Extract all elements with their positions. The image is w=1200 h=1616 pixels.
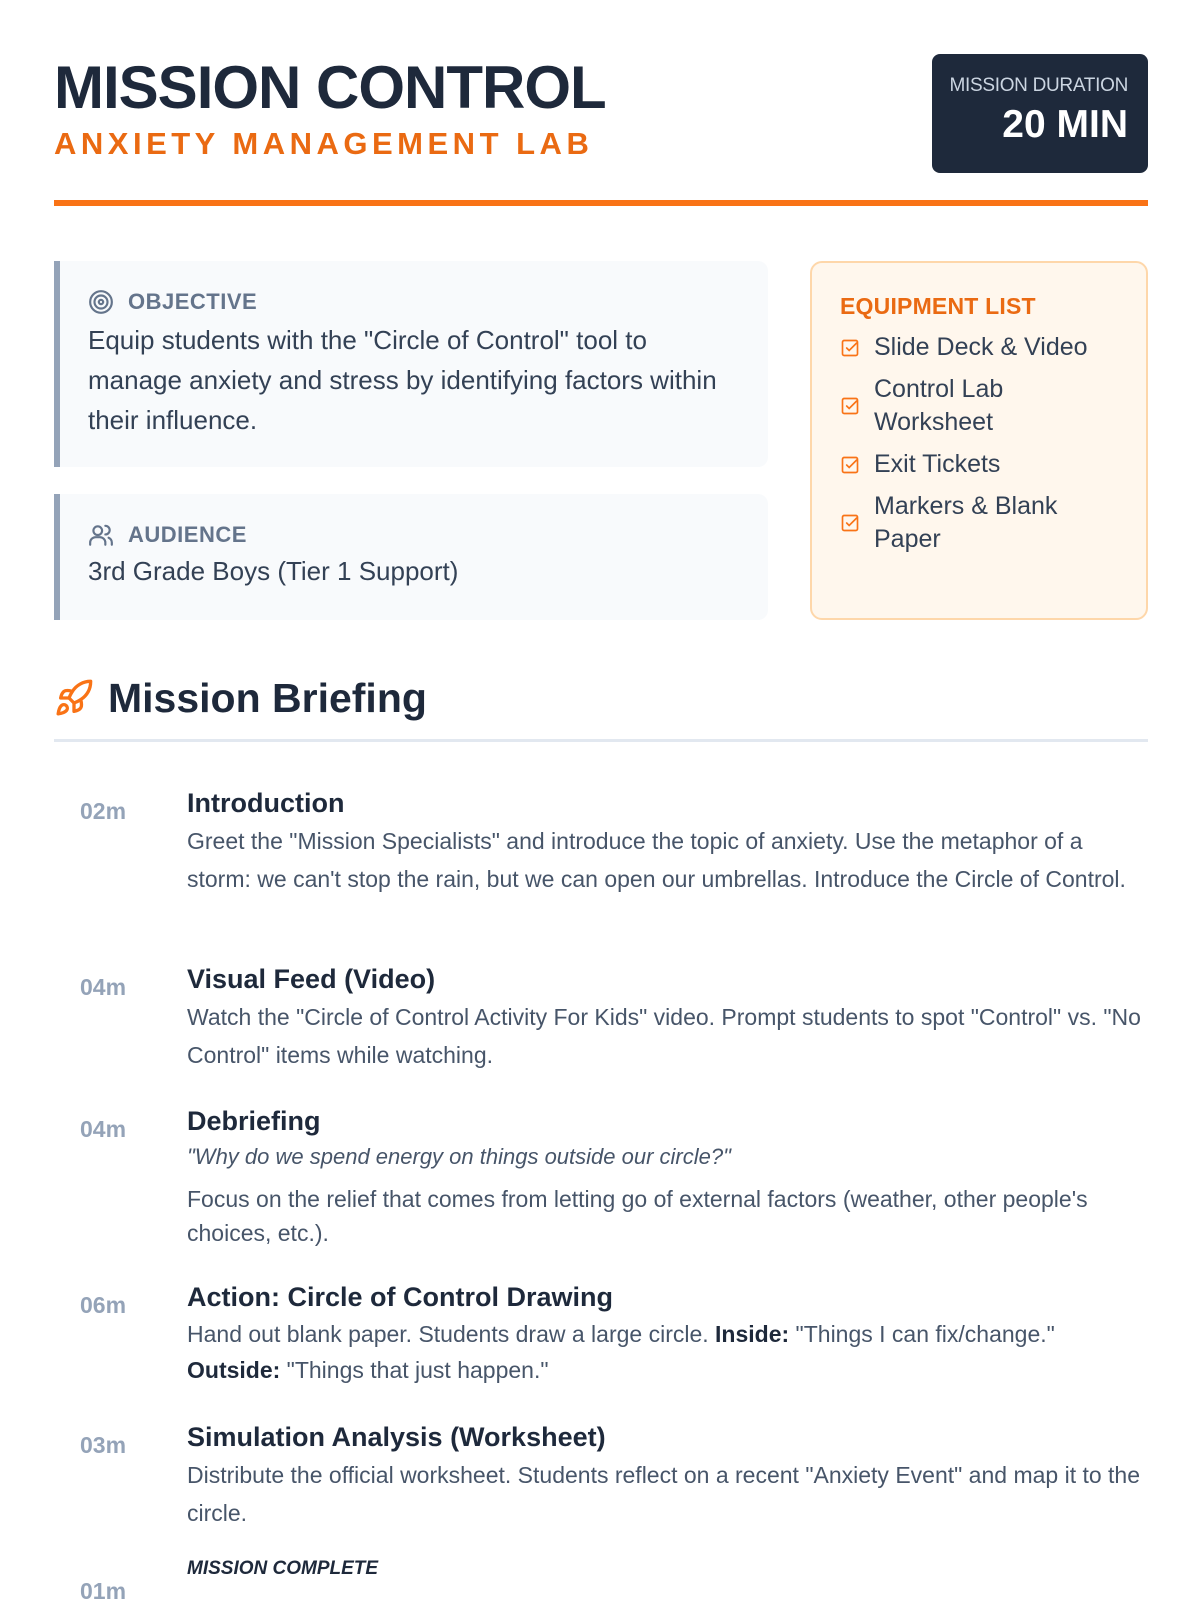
mission-briefing-title: Mission Briefing: [108, 675, 427, 721]
timeline-step: [54, 1420, 1148, 1556]
step-duration: 01m: [80, 1578, 127, 1604]
step-description-text: Hand out blank paper. Students draw a large circle.: [187, 1321, 716, 1347]
objective-card: [54, 261, 768, 467]
step-description: Distribute the official worksheet. Students reflect on a recent "Anxiety Event" and map it to the circle.: [187, 1462, 1141, 1526]
equipment-item: [840, 490, 1126, 556]
step-description: [187, 1316, 1148, 1388]
objective-heading-label: OBJECTIVE: [128, 289, 258, 314]
equipment-list: [840, 331, 1126, 556]
step-title: Introduction: [187, 788, 345, 818]
lesson-plan-page: [54, 0, 1148, 1604]
objective-heading: [88, 288, 768, 316]
page-title: MISSION CONTROL: [54, 54, 606, 121]
equipment-item-label: Markers & Blank Paper: [874, 492, 1058, 553]
outside-text: "Things that just happen.": [280, 1357, 549, 1383]
mission-briefing-heading: [54, 672, 1148, 742]
step-description: Focus on the relief that comes from letting go of external factors (weather, other people's choices, etc.).: [187, 1186, 1088, 1246]
step-title: Debriefing: [187, 1106, 321, 1136]
step-title: Visual Feed (Video): [187, 964, 436, 994]
inside-label: Inside:: [715, 1321, 790, 1347]
step-duration: 03m: [80, 1432, 127, 1458]
checkbox-icon: [840, 455, 860, 475]
timeline-step: [54, 962, 1148, 1104]
equipment-item: [840, 373, 1126, 439]
equipment-list-card: [810, 261, 1148, 620]
step-duration: 02m: [80, 798, 127, 824]
audience-card: [54, 494, 768, 620]
equipment-title: EQUIPMENT LIST: [840, 293, 1036, 319]
header-divider: [54, 200, 1148, 206]
step-title: Simulation Analysis (Worksheet): [187, 1422, 606, 1452]
checkbox-icon: [840, 338, 860, 358]
users-icon: [88, 522, 114, 548]
page-subtitle: ANXIETY MANAGEMENT LAB: [54, 126, 594, 161]
audience-heading: [88, 521, 768, 549]
timeline-step: [54, 1280, 1148, 1420]
timeline-step: [54, 1556, 1148, 1616]
mission-duration-badge: [932, 54, 1148, 173]
rocket-icon: [54, 678, 94, 718]
step-duration: 04m: [80, 1116, 127, 1142]
checkbox-icon: [840, 513, 860, 533]
objective-text: Equip students with the "Circle of Control" tool to manage anxiety and stress by identifying factors within their influence.: [88, 325, 717, 435]
outside-label: Outside:: [187, 1357, 281, 1383]
step-description: Greet the "Mission Specialists" and introduce the topic of anxiety. Use the metaphor of a storm: we can't stop the rain, but we can open our umbrellas. Introduce the Circle of Control.: [187, 828, 1126, 892]
equipment-item: [840, 448, 1126, 481]
step-title: Action: Circle of Control Drawing: [187, 1282, 614, 1312]
duration-value: 20 MIN: [1002, 103, 1128, 146]
step-quote: "Why do we spend energy on things outside our circle?": [187, 1144, 731, 1169]
equipment-item-label: Control Lab Worksheet: [874, 375, 1004, 436]
step-duration: 04m: [80, 974, 127, 1000]
timeline-step: [54, 786, 1148, 962]
mission-complete-label: MISSION COMPLETE: [187, 1558, 379, 1579]
target-icon: [88, 289, 114, 315]
inside-text: "Things I can fix/change.": [789, 1321, 1055, 1347]
timeline-step: [54, 1104, 1148, 1280]
equipment-item: [840, 331, 1126, 364]
equipment-item-label: Slide Deck & Video: [874, 333, 1088, 361]
mission-timeline: [54, 786, 1148, 1616]
step-description: Watch the "Circle of Control Activity For Kids" video. Prompt students to spot "Control" vs. "No Control" items while watching.: [187, 1004, 1141, 1068]
step-duration: 06m: [80, 1292, 127, 1318]
header: [54, 0, 1148, 206]
equipment-item-label: Exit Tickets: [874, 450, 1001, 478]
audience-heading-label: AUDIENCE: [128, 522, 247, 547]
duration-label: MISSION DURATION: [949, 75, 1128, 96]
checkbox-icon: [840, 396, 860, 416]
audience-text: 3rd Grade Boys (Tier 1 Support): [88, 556, 459, 586]
